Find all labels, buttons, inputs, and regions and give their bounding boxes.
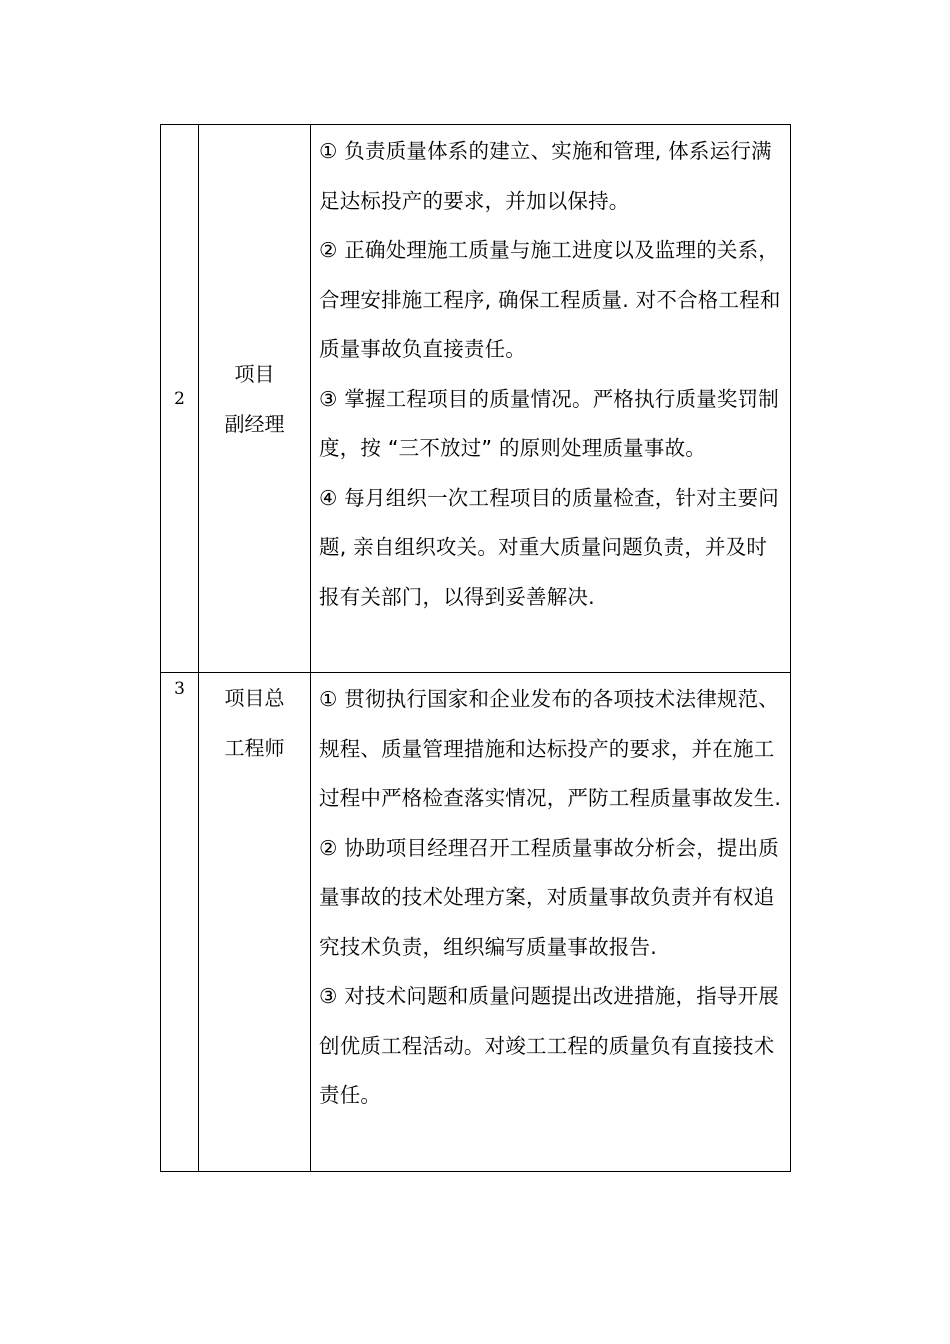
row-number: 3 [174, 679, 185, 699]
responsibility-table [160, 124, 791, 1172]
row-number-cell [161, 125, 199, 673]
role-cell [199, 125, 311, 673]
duty-item: ④ 每月组织一次工程项目的质量检查，针对主要问题, 亲自组织攻关。对重大质量问题负责，并及时报有关部门，以得到妥善解决. [319, 485, 779, 609]
duty-item: ② 协助项目经理召开工程质量事故分析会，提出质量事故的技术处理方案，对质量事故负责并有权追究技术负责，组织编写质量事故报告. [319, 835, 779, 959]
role-title-line: 副经理 [224, 411, 285, 436]
role-cell [199, 673, 311, 1172]
row-number: 2 [174, 388, 185, 409]
duty-item: ③ 对技术问题和质量问题提出改进措施，指导开展创优质工程活动。对竣工工程的质量负有直接技术责任。 [319, 984, 779, 1107]
duties-cell [311, 125, 791, 673]
duties-cell [311, 673, 791, 1172]
role-title-line: 工程师 [224, 736, 285, 760]
role-title-line: 项目总 [224, 686, 285, 710]
duty-item: ③ 掌握工程项目的质量情况。严格执行质量奖罚制度，按 “三不放过” 的原则处理质量事故。 [319, 386, 779, 460]
role-title-line: 项目 [234, 361, 275, 386]
table-row [161, 125, 791, 673]
duty-item: ① 负责质量体系的建立、实施和管理, 体系运行满足达标投产的要求，并加以保持。 [319, 139, 772, 213]
duty-item: ① 贯彻执行国家和企业发布的各项技术法律规范、规程、质量管理措施和达标投产的要求，并在施工过程中严格检查落实情况，严防工程质量事故发生. [319, 687, 782, 810]
row-number-cell [161, 673, 199, 1172]
table-row [161, 673, 791, 1172]
duty-item: ② 正确处理施工质量与施工进度以及监理的关系，合理安排施工程序, 确保工程质量. 对不合格工程和质量事故负直接责任。 [319, 238, 781, 361]
